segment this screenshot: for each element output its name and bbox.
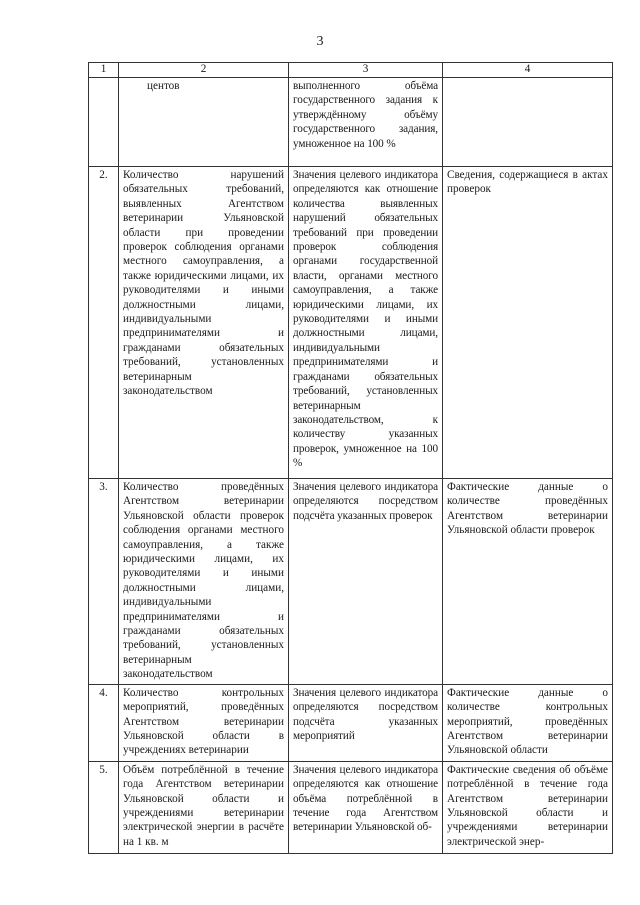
table-row — [89, 761, 613, 853]
indicator-name: Количество нарушений обязательных требований, выявленных Агентством ветеринарии Ульяновской области при проведении проверок соблюдения органами местного самоуправления, а также юридическими лицами, их руководителями и иными должностными лицами, индивидуальными предпринимателями и гражданами обязательных требований, установленных ветеринарным законодательством — [119, 167, 289, 479]
calculation-method: Значения целевого индикатора определяются посредством подсчёта указанных проверок — [289, 479, 443, 685]
data-source: Фактические данные о количестве проведённых Агентством ветеринарии Ульяновской области проверок — [443, 479, 613, 685]
indicator-name: Количество контрольных мероприятий, проведённых Агентством ветеринарии Ульяновской области в учреждениях ветеринарии — [119, 684, 289, 761]
indicators-table — [88, 62, 613, 854]
table-row — [89, 479, 613, 685]
column-header: 1 — [89, 63, 119, 78]
calculation-method: Значения целевого индикатора определяются посредством подсчёта указанных мероприятий — [289, 684, 443, 761]
page-number: 3 — [316, 34, 324, 49]
indicator-name: центов — [119, 78, 289, 167]
data-source: Сведения, содержащиеся в актах проверок — [443, 167, 613, 479]
column-header: 4 — [443, 63, 613, 78]
table-header-row — [89, 63, 613, 78]
column-header: 2 — [119, 63, 289, 78]
row-number: 5. — [89, 761, 119, 853]
data-source — [443, 78, 613, 167]
row-number: 4. — [89, 684, 119, 761]
row-number: 2. — [89, 167, 119, 479]
row-number: 3. — [89, 479, 119, 685]
data-source: Фактические данные о количестве контрольных мероприятий, проведённых Агентством ветеринарии Ульяновской области — [443, 684, 613, 761]
table-row — [89, 78, 613, 167]
data-source: Фактические сведения об объёме потреблённой в течение года Агентством ветеринарии Ульяновской области и учреждениями ветеринарии электрической энер- — [443, 761, 613, 853]
table-row — [89, 167, 613, 479]
calculation-method: Значения целевого индикатора определяются как отношение объёма потреблённой в течение года Агентством ветеринарии Ульяновской об- — [289, 761, 443, 853]
row-number — [89, 78, 119, 167]
calculation-method: Значения целевого индикатора определяются как отношение количества выявленных нарушений обязательных требований при проведении проверок соблюдения органами государственной власти, органами местного самоуправления, а также юридическими лицами, их руководителями и иными должностными лицами, индивидуальными предпринимателями и гражданами обязательных требований, установленных ветеринарным законодательством, к количеству указанных проверок, умноженное на 100 % — [289, 167, 443, 479]
column-header: 3 — [289, 63, 443, 78]
table-row — [89, 684, 613, 761]
indicator-name: Количество проведённых Агентством ветеринарии Ульяновской области проверок соблюдения органами местного самоуправления, а также юридическими лицами, их руководителями и иными должностными лицами, индивидуальными предпринимателями и гражданами обязательных требований, установленных ветеринарным законодательством — [119, 479, 289, 685]
indicator-name: Объём потреблённой в течение года Агентством ветеринарии Ульяновской области и учреждениями ветеринарии электрической энергии в расчёте на 1 кв. м — [119, 761, 289, 853]
calculation-method: выполненного объёма государственного задания к утверждённому объёму государственного задания, умноженное на 100 % — [289, 78, 443, 167]
